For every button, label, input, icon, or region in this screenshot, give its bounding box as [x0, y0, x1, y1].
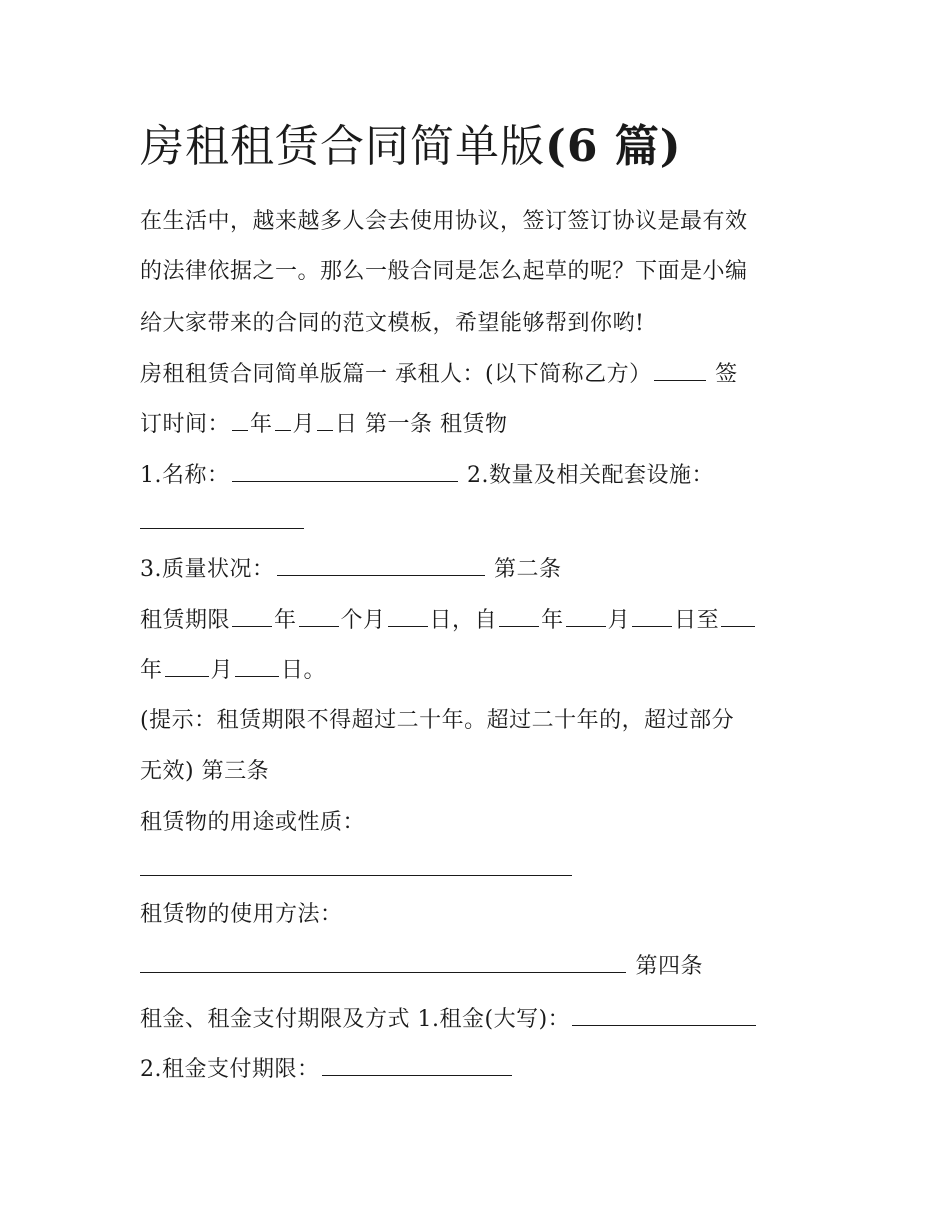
- fill-in-blank: [140, 852, 572, 876]
- text-run: 年: [140, 658, 163, 683]
- text-run: 订时间：: [140, 412, 231, 437]
- text-run: 的法律依据之一。那么一般合同是怎么起草的呢？下面是小编: [140, 259, 748, 284]
- text-run: 房租租赁合同简单版篇一 承租人：(以下简称乙方）: [140, 362, 652, 387]
- paragraph-line: [140, 596, 757, 646]
- text-run: 日，自: [429, 608, 498, 633]
- paragraph-line: [140, 995, 758, 1045]
- text-run: 第二条: [494, 557, 562, 582]
- text-run: 签: [715, 362, 738, 387]
- text-run: 月: [292, 412, 316, 437]
- paragraph-line: [140, 747, 269, 797]
- text-run: 日 第一条 租赁物: [335, 412, 508, 437]
- text-run: 年: [541, 608, 564, 633]
- fill-in-blank: [277, 552, 485, 576]
- fill-in-blank: [654, 357, 706, 381]
- paragraph-line: [140, 299, 644, 349]
- text-run: 月: [210, 658, 234, 683]
- text-run: 2.数量及相关配套设施：: [467, 463, 714, 488]
- fill-in-blank: [632, 603, 672, 627]
- paragraph-line: [140, 798, 365, 848]
- text-run: 给大家带来的合同的范文模板，希望能够帮到你哟!: [140, 311, 645, 336]
- text-run: (提示：租赁期限不得超过二十年。超过二十年的，超过部分: [140, 708, 735, 733]
- fill-in-blank: [165, 653, 209, 677]
- fill-in-blank: [388, 603, 428, 627]
- text-run: 年: [274, 608, 297, 633]
- text-run: 租赁期限: [140, 608, 231, 633]
- text-run: 月: [607, 608, 631, 633]
- fill-in-blank: [721, 603, 755, 627]
- text-run: 年: [250, 412, 273, 437]
- fill-in-blank: [232, 458, 458, 482]
- text-run: 在生活中，越来越多人会去使用协议，签订签订协议是最有效: [140, 209, 748, 234]
- paragraph-line: [140, 845, 574, 895]
- fill-in-blank: [572, 1002, 756, 1026]
- paragraph-line: [140, 942, 703, 992]
- fill-in-blank: [140, 949, 626, 973]
- paragraph-line: [140, 646, 326, 696]
- title-count: (6 篇): [545, 121, 682, 172]
- fill-in-blank: [140, 505, 304, 529]
- title-text: 房租租赁合同简单版: [140, 121, 545, 172]
- fill-in-blank: [566, 603, 606, 627]
- fill-in-blank: [275, 407, 291, 431]
- text-run: 无效) 第三条: [140, 759, 270, 784]
- paragraph-line: [140, 890, 343, 940]
- document-title: [140, 112, 682, 182]
- text-run: 2.租金支付期限：: [140, 1057, 320, 1082]
- text-run: 第四条: [635, 954, 704, 979]
- fill-in-blank: [232, 603, 272, 627]
- fill-in-blank: [232, 407, 248, 431]
- paragraph-line: [140, 696, 734, 746]
- text-run: 租赁物的用途或性质：: [140, 810, 366, 835]
- fill-in-blank: [235, 653, 279, 677]
- paragraph-line: [140, 247, 748, 297]
- text-run: 租赁物的使用方法：: [140, 902, 343, 927]
- paragraph-line: [140, 545, 562, 595]
- fill-in-blank: [499, 603, 539, 627]
- text-run: 日。: [281, 658, 327, 683]
- paragraph-line: [140, 400, 508, 450]
- text-run: 1.名称：: [140, 463, 230, 488]
- text-run: 3.质量状况：: [140, 557, 275, 582]
- text-run: 日至: [674, 608, 720, 633]
- paragraph-line: [140, 451, 714, 501]
- fill-in-blank: [322, 1052, 512, 1076]
- fill-in-blank: [317, 407, 333, 431]
- text-run: 个月: [340, 608, 386, 633]
- paragraph-line: [140, 197, 748, 247]
- paragraph-line: [140, 498, 306, 548]
- text-run: 租金、租金支付期限及方式 1.租金(大写)：: [140, 1007, 571, 1032]
- paragraph-line: [140, 350, 738, 400]
- fill-in-blank: [299, 603, 339, 627]
- paragraph-line: [140, 1045, 514, 1095]
